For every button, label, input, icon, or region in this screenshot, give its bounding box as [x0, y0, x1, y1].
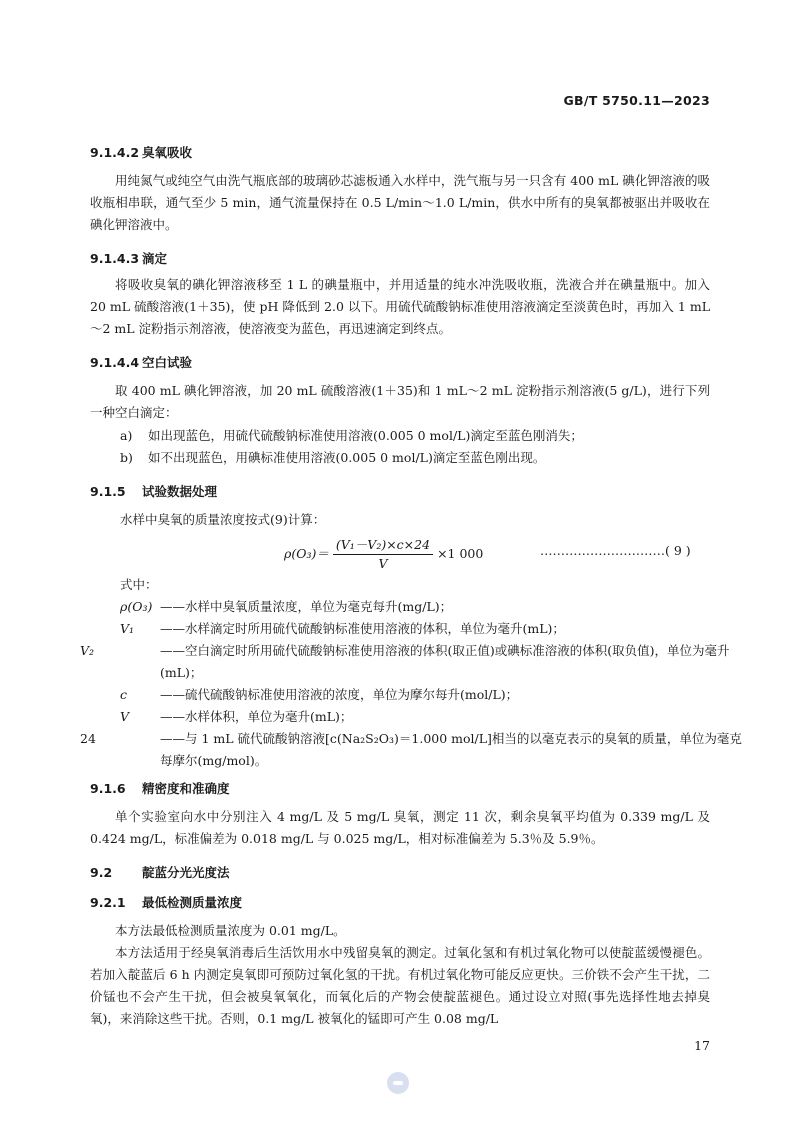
section-number: 9.1.6 [90, 781, 126, 796]
variable-symbol: V₂ [80, 643, 95, 658]
paragraph-detection-limit: 本方法最低检测质量浓度为 0.01 mg/L。 [115, 923, 346, 938]
formula-intro: 水样中臭氧的质量浓度按式(9)计算： [120, 512, 326, 527]
section-number: 9.1.4.3 [90, 251, 140, 266]
list-item-b [120, 447, 545, 469]
paragraph-titration: 将吸收臭氧的碘化钾溶液移至 1 L 的碘量瓶中，并用适量的纯水冲洗吸收瓶，洗液合并在碘量瓶中。加入 20 mL 硫酸溶液(1＋35)，使 pH 降低到 2.0 以下。用硫代硫酸钠标准使用溶液滴定至淡黄色时，再加入 1 mL～2 mL 淀粉指示剂溶液，使溶液变为蓝色，再迅速滴定到终点。 [90, 277, 710, 336]
variable-rho [120, 596, 710, 618]
section-title: 最低检测质量浓度 [142, 895, 243, 910]
list-marker: a) [120, 428, 133, 443]
variable-description: ——水样中臭氧质量浓度，单位为毫克每升(mg/L)； [160, 599, 453, 614]
section-number: 9.2.1 [90, 895, 126, 910]
formula-9 [284, 533, 483, 573]
section-number: 9.1.4.4 [90, 355, 140, 370]
paragraph-blank-test: 取 400 mL 碘化钾溶液，加 20 mL 硫酸溶液(1＋35)和 1 mL～2 mL 淀粉指示剂溶液(5 g/L)，进行下列一种空白滴定： [90, 383, 710, 420]
section-title: 试验数据处理 [142, 484, 218, 499]
heading-9-1-6 [90, 779, 230, 797]
heading-9-1-4-2 [90, 143, 192, 161]
section-number: 9.1.5 [90, 484, 126, 499]
heading-9-1-4-4 [90, 353, 192, 371]
heading-9-1-5 [90, 482, 217, 500]
list-text: 如出现蓝色，用硫代硫酸钠标准使用溶液(0.005 0 mol/L)滴定至蓝色刚消失； [148, 428, 583, 443]
variable-description: ——空白滴定时所用硫代硫酸钠标准使用溶液的体积(取正值)或碘标准溶液的体积(取负值)，单位为毫升(mL)； [160, 643, 730, 680]
variable-v1 [120, 618, 710, 640]
formula-denominator: V [378, 556, 388, 571]
paragraph-precision: 单个实验室向水中分别注入 4 mg/L 及 5 mg/L 臭氧，测定 11 次，剩余臭氧平均值为 0.339 mg/L 及 0.424 mg/L，标准偏差为 0.018 mg/L 与 0.025 mg/L，相对标准偏差为 5.3％及 5.9％。 [90, 809, 710, 846]
variable-description: ——硫代硫酸钠标准使用溶液的浓度，单位为摩尔每升(mol/L)； [160, 687, 519, 702]
variable-description: ——水样体积，单位为毫升(mL)； [160, 709, 353, 724]
section-title: 滴定 [142, 251, 168, 266]
standard-code: GB/T 5750.11—2023 [563, 93, 710, 108]
variable-v2 [80, 640, 750, 684]
variable-symbol: 24 [80, 731, 96, 746]
section-number: 9.1.4.2 [90, 145, 140, 160]
paragraph-applicability: 本方法适用于经臭氧消毒后生活饮用水中残留臭氧的测定。过氧化氢和有机过氧化物可以使靛蓝缓慢褪色。若加入靛蓝后 6 h 内测定臭氧即可预防过氧化氢的干扰。有机过氧化物可能反应更快。三价铁不会产生干扰，二价锰也不会产生干扰，但会被臭氧氧化，而氧化后的产物会使靛蓝褪色。通过设立对照(事先选择性地去掉臭氧)，来消除这些干扰。否则，0.1 mg/L 被氧化的锰即可产生 0.08 mg/L [90, 945, 710, 1026]
page-number: 17 [694, 1038, 710, 1053]
equation-number: …………………………( 9 ) [540, 543, 691, 558]
section-title: 精密度和准确度 [142, 781, 230, 796]
where-label: 式中： [120, 577, 158, 592]
formula-numerator: (V₁－V₂)×c×24 [333, 535, 433, 555]
list-text: 如不出现蓝色，用碘标准使用溶液(0.005 0 mol/L)滴定至蓝色刚出现。 [148, 450, 546, 465]
variable-description: ——水样滴定时所用硫代硫酸钠标准使用溶液的体积，单位为毫升(mL)； [160, 621, 565, 636]
variable-c [120, 684, 710, 706]
list-marker: b) [120, 450, 133, 465]
variable-description: ——与 1 mL 硫代硫酸钠溶液[c(Na₂S₂O₃)＝1.000 mol/L]相当的以毫克表示的臭氧的质量，单位为毫克每摩尔(mg/mol)。 [160, 731, 742, 768]
variable-symbol: V [120, 709, 130, 724]
variable-symbol: ρ(O₃) [120, 599, 153, 614]
heading-9-1-4-3 [90, 249, 167, 267]
list-item-a [120, 425, 583, 447]
section-title: 臭氧吸收 [142, 145, 193, 160]
formula-fraction [333, 535, 433, 571]
variable-v [120, 706, 710, 728]
publisher-logo-watermark [387, 1072, 409, 1094]
section-title: 空白试验 [142, 355, 193, 370]
formula-tail: ×1 000 [437, 545, 484, 561]
variable-24 [80, 728, 750, 772]
formula-lhs: ρ(O₃)＝ [284, 546, 329, 561]
variable-symbol: c [120, 687, 128, 702]
heading-9-2 [90, 863, 230, 881]
paragraph-ozone-absorption: 用纯氮气或纯空气由洗气瓶底部的玻璃砂芯滤板通入水样中，洗气瓶与另一只含有 400 mL 碘化钾溶液的吸收瓶相串联，通气至少 5 min，通气流量保持在 0.5 L/min～1.0 L/min，供水中所有的臭氧都被驱出并吸收在碘化钾溶液中。 [90, 173, 710, 232]
variable-symbol: V₁ [120, 621, 135, 636]
section-title: 靛蓝分光光度法 [142, 865, 230, 880]
section-number: 9.2 [90, 865, 113, 880]
heading-9-2-1 [90, 893, 242, 911]
